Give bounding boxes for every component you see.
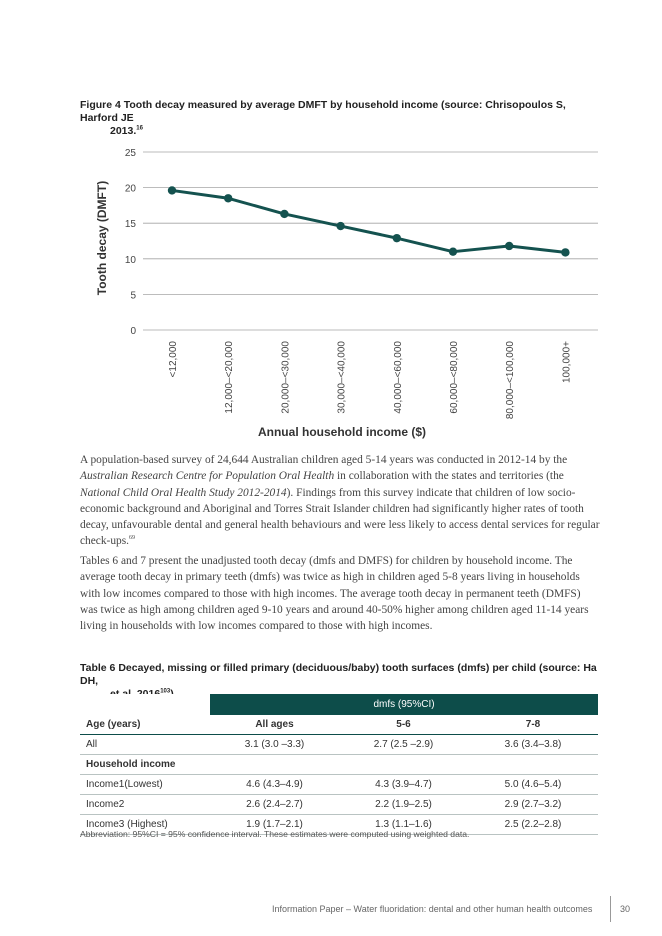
x-tick-label: 20,000–<30,000 [280, 341, 292, 414]
cell-label: Income1(Lowest) [80, 775, 210, 795]
x-tick-label: 30,000–<40,000 [336, 341, 348, 414]
footer-text: Information Paper – Water fluoridation: dental and other human health outcomes [272, 904, 593, 914]
cell-value: 2.7 (2.5 –2.9) [339, 735, 468, 755]
p1-text-e: ). Findings from this survey indicate that children of low socio-economic background and Aboriginal and Torres Strait Islander children had significantly higher rates of tooth decay, unfavourable dental and general health behaviours and were less likely to access dental services for regular check-ups. [80, 486, 600, 548]
table6-column-header-row [80, 715, 598, 735]
y-tick-label: 5 [130, 290, 136, 302]
dmft-line-chart [0, 130, 662, 440]
table6-caption-ref: 103 [160, 688, 171, 695]
table-row [80, 775, 598, 795]
p1-org-name: Australian Research Centre for Population Oral Health [80, 470, 335, 483]
table6 [80, 694, 598, 835]
x-tick-label: 80,000–<100,000 [505, 341, 517, 420]
col-header-all-ages: All ages [210, 715, 339, 735]
p1-text-a: A population-based survey of 24,644 Australian children aged 5-14 years was conducted in 2012-14 by the [80, 454, 568, 466]
data-point [561, 248, 569, 256]
y-tick-label: 20 [124, 183, 136, 195]
cell-label: Income2 [80, 795, 210, 815]
table6-abbreviation-note: Abbreviation: 95%CI = 95% confidence interval. These estimates were computed using weighted data. [80, 829, 470, 839]
col-header-5-6: 5-6 [339, 715, 468, 735]
data-point [168, 186, 176, 194]
footer-divider [610, 896, 611, 922]
p1-study-name: National Child Oral Health Study 2012-2014 [80, 486, 287, 499]
x-tick-label: 100,000+ [561, 341, 573, 383]
cell-value: 2.2 (1.9–2.5) [339, 795, 468, 815]
table6-caption-line1: Table 6 Decayed, missing or filled primary (deciduous/baby) tooth surfaces (dmfs) per child (source: Ha DH, [80, 662, 597, 687]
data-point [280, 210, 288, 218]
cell-label: All [80, 735, 210, 755]
cell-value: 3.1 (3.0 –3.3) [210, 735, 339, 755]
cell-value: 2.6 (2.4–2.7) [210, 795, 339, 815]
p1-text-c: in collaboration with the states and territories (the [334, 470, 564, 483]
data-point [224, 194, 232, 202]
y-tick-label: 10 [124, 254, 136, 266]
y-tick-label: 0 [130, 326, 136, 337]
figure-caption-ref: 16 [136, 125, 143, 132]
col-header-7-8: 7-8 [468, 715, 598, 735]
y-tick-label: 15 [124, 219, 136, 231]
table6-group-header: dmfs (95%CI) [210, 694, 598, 715]
page-number: 30 [620, 904, 631, 914]
y-tick-label: 25 [124, 148, 136, 159]
paragraph-survey [80, 452, 600, 550]
x-axis-label: Annual household income ($) [257, 425, 427, 439]
x-tick-label: <12,000 [168, 341, 179, 378]
cell-value: 2.5 (2.2–2.8) [468, 815, 598, 835]
cell-label: Income3 (Highest) [80, 815, 210, 835]
cell-value: 4.6 (4.3–4.9) [210, 775, 339, 795]
p1-ref: 69 [129, 535, 136, 542]
col-header-age: Age (years) [80, 715, 210, 735]
table-row [80, 795, 598, 815]
cell-value: 3.6 (3.4–3.8) [468, 735, 598, 755]
table-row-all [80, 735, 598, 755]
section-label: Household income [80, 755, 598, 775]
data-point [336, 222, 344, 230]
cell-value: 2.9 (2.7–3.2) [468, 795, 598, 815]
cell-value: 1.9 (1.7–2.1) [210, 815, 339, 835]
y-axis-label: Tooth decay (DMFT) [95, 180, 109, 296]
cell-value: 4.3 (3.9–4.7) [339, 775, 468, 795]
data-point [393, 234, 401, 242]
figure-caption-line1: Figure 4 Tooth decay measured by average DMFT by household income (source: Chrisopoulos S, Harford JE [80, 99, 566, 124]
data-point [449, 247, 457, 255]
data-point [505, 242, 513, 250]
table6-group-header-row [80, 694, 598, 715]
table-section-household-income [80, 755, 598, 775]
x-tick-label: 12,000–<20,000 [224, 341, 236, 414]
figure-caption-line2: 2013. [110, 125, 137, 137]
x-tick-label: 40,000–<60,000 [392, 341, 404, 414]
cell-value: 5.0 (4.6–5.4) [468, 775, 598, 795]
x-tick-label: 60,000–<80,000 [449, 341, 460, 414]
paragraph-tables: Tables 6 and 7 present the unadjusted tooth decay (dmfs and DMFS) for children by household income. The average tooth decay in primary teeth (dmfs) was twice as high in children aged 5-8 years living in households with low incomes compared to those with high incomes. The average tooth decay in permanent teeth (DMFS) was twice as high among children aged 9-10 years and around 40-50% higher among children aged 11-14 years living in households with low incomes compared to those with high incomes. [80, 555, 589, 633]
cell-value: 1.3 (1.1–1.6) [339, 815, 468, 835]
